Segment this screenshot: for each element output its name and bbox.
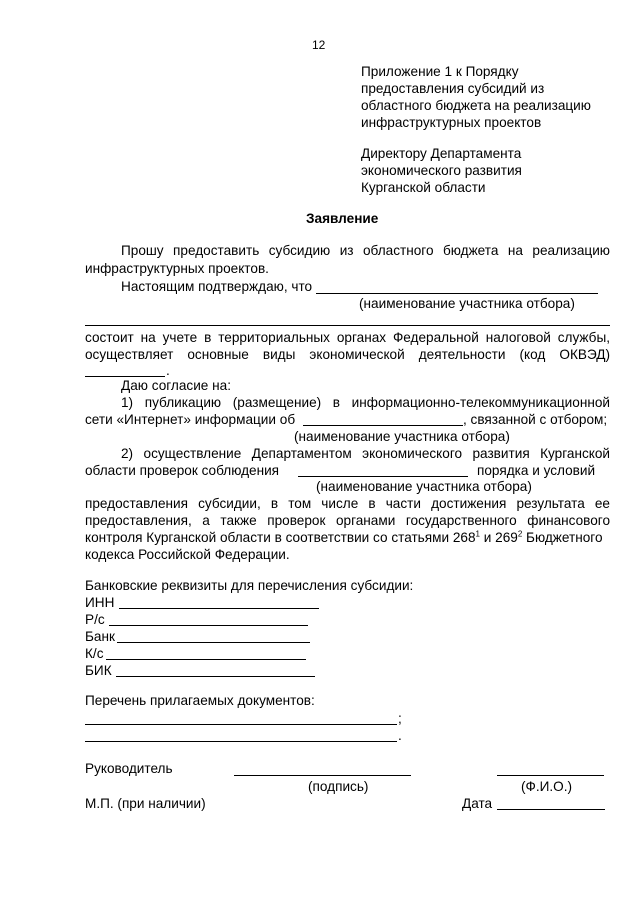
date-field[interactable] bbox=[497, 809, 605, 810]
bank-field-inn[interactable] bbox=[119, 608, 319, 609]
p2-line4-end: . bbox=[166, 363, 170, 378]
bank-field-bik[interactable] bbox=[116, 676, 315, 677]
bank-field-ks[interactable] bbox=[106, 659, 306, 660]
appendix-line: инфраструктурных проектов bbox=[361, 115, 542, 130]
bank-field-label-bank: Банк bbox=[85, 629, 115, 644]
signature-caption: (подпись) bbox=[308, 779, 369, 794]
addressee-line: Директору Департамента bbox=[361, 146, 522, 161]
okved-field[interactable] bbox=[85, 376, 165, 377]
consent-intro: Даю согласие на: bbox=[121, 378, 231, 393]
bank-field-label-ks: К/с bbox=[85, 646, 104, 661]
head-label: Руководитель bbox=[85, 761, 173, 776]
signature-field[interactable] bbox=[234, 775, 411, 776]
bank-field-rs[interactable] bbox=[109, 625, 308, 626]
consent-item1-caption: (наименование участника отбора) bbox=[294, 429, 510, 444]
consent-item1-line2-start: сети «Интернет» информации об bbox=[85, 412, 296, 427]
p1-line1: Прошу предоставить субсидию из областного бюджета на реализацию bbox=[121, 243, 610, 258]
full-name-caption: (Ф.И.О.) bbox=[521, 779, 573, 794]
date-label: Дата bbox=[462, 796, 493, 811]
consent-item2-participant-field[interactable] bbox=[298, 476, 468, 477]
p2-line1: Настоящим подтверждаю, что bbox=[121, 279, 313, 294]
docs-field-2[interactable] bbox=[85, 741, 397, 742]
consent-item1-line2-end: , связанной с отбором; bbox=[463, 412, 608, 427]
seal-label: М.П. (при наличии) bbox=[85, 796, 206, 811]
docs-heading: Перечень прилагаемых документов: bbox=[85, 693, 315, 708]
docs-field-1[interactable] bbox=[85, 724, 397, 725]
participant-name-field-cont[interactable] bbox=[85, 325, 610, 326]
p2-line2: состоит на учете в территориальных органах Федеральной налоговой службы, bbox=[85, 330, 610, 345]
docs-line1-end: ; bbox=[398, 711, 402, 726]
addressee-line: экономического развития bbox=[361, 163, 522, 178]
consent-item2-line2-end: порядка и условий bbox=[477, 463, 596, 478]
docs-line2-end: . bbox=[398, 728, 402, 743]
bank-heading: Банковские реквизиты для перечисления субсидии: bbox=[85, 578, 414, 593]
full-name-field[interactable] bbox=[497, 775, 604, 776]
participant-name-field[interactable] bbox=[316, 293, 598, 294]
consent-item2-line1: 2) осуществление Департаментом экономического развития Курганской bbox=[121, 446, 610, 461]
bank-field-label-rs: Р/с bbox=[85, 612, 105, 627]
bank-field-label-bik: БИК bbox=[85, 663, 112, 678]
consent-item2-line2-start: области проверок соблюдения bbox=[85, 463, 280, 478]
p2-line3: осуществляет основные виды экономической деятельности (код ОКВЭД) bbox=[85, 347, 610, 362]
consent-item2-line4: предоставления, а также проверок органами государственного финансового bbox=[85, 513, 610, 528]
addressee-line: Курганской области bbox=[361, 180, 486, 195]
bank-field-label-inn: ИНН bbox=[85, 595, 115, 610]
page-number: 12 bbox=[312, 38, 326, 52]
consent-item1-participant-field[interactable] bbox=[303, 425, 463, 426]
consent-item2-line5: контроля Курганской области в соответствии со статьями $268^1$ и $269^2$ Бюджетного bbox=[85, 529, 603, 545]
appendix-line: областного бюджета на реализацию bbox=[361, 98, 591, 113]
consent-item2-line6: кодекса Российской Федерации. bbox=[85, 547, 290, 562]
p1-line2: инфраструктурных проектов. bbox=[85, 261, 269, 276]
document-title: Заявление bbox=[306, 211, 379, 226]
consent-item2-caption: (наименование участника отбора) bbox=[316, 479, 532, 494]
consent-item1-line1: 1) публикацию (размещение) в информационно-телекоммуникационной bbox=[121, 395, 610, 410]
bank-field-bank[interactable] bbox=[117, 642, 310, 643]
p2-caption: (наименование участника отбора) bbox=[359, 296, 575, 311]
consent-item2-line3: предоставления субсидии, в том числе в части достижения результата ее bbox=[85, 496, 610, 511]
appendix-line: предоставления субсидий из bbox=[361, 81, 545, 96]
appendix-line: Приложение 1 к Порядку bbox=[361, 64, 519, 79]
